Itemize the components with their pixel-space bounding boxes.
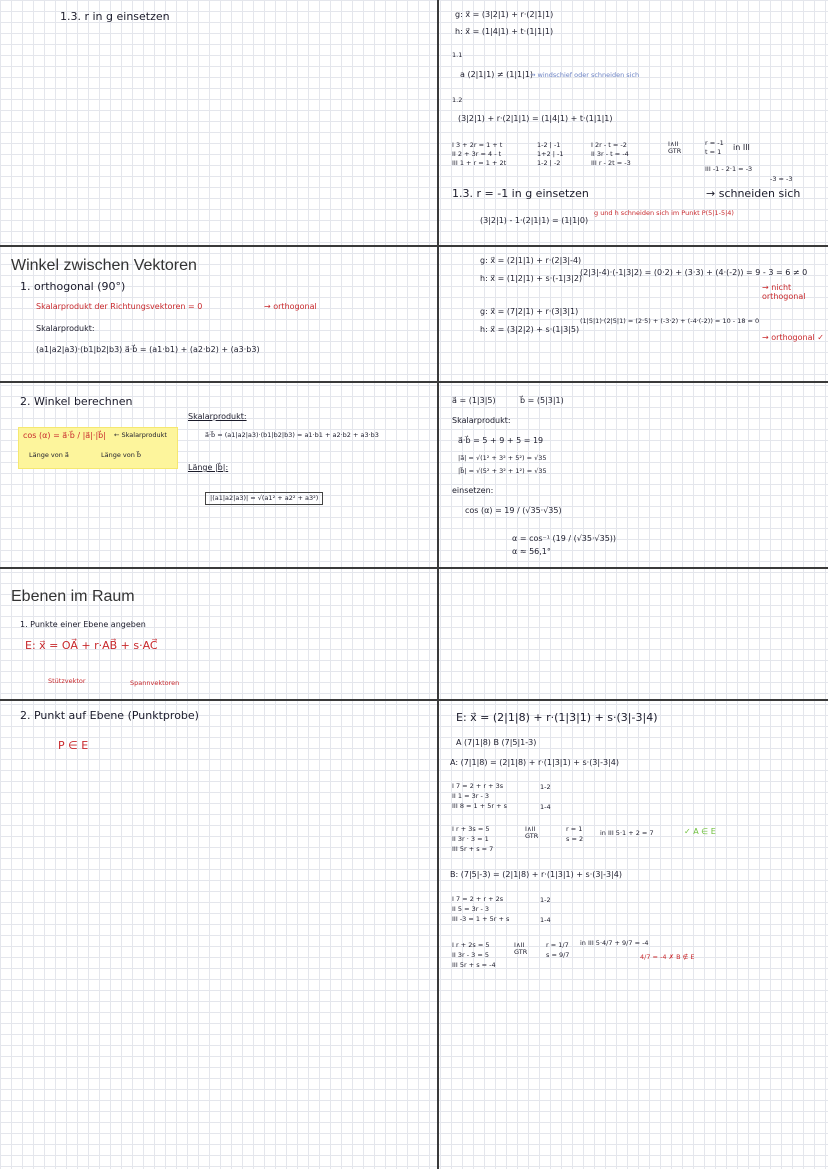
solution-r: r = -1: [705, 139, 724, 147]
sys-mid-1: 1-2 | -1: [537, 141, 561, 149]
a-gtr: I∧II GTR: [525, 825, 539, 841]
a-sys2-3: III 5r + s = 7: [452, 845, 494, 853]
len-title: Länge |b⃗|:: [188, 463, 229, 472]
result-intersect: → schneiden sich: [706, 187, 801, 200]
a-eq: A: (7|1|8) = (2|1|8) + r·(1|3|1) + s·(3|-3|4): [450, 758, 619, 767]
sys-mid-2: 1+2 | -1: [537, 150, 564, 158]
a-sys2-2: II 3r · 3 = 1: [452, 835, 489, 843]
sp-formula: a⃗·b⃗ = (a1|a2|a3)·(b1|b2|b3) = a1·b1 + a2·b2 + a3·b3: [205, 431, 379, 439]
top-left-label: 1.3. r in g einsetzen: [60, 10, 170, 23]
ebenen-item-1: 1. Punkte einer Ebene angeben: [20, 620, 146, 629]
step-1-3: 1.3. r = -1 in g einsetzen: [452, 187, 589, 200]
iii-check-1: III -1 - 2·1 = -3: [705, 165, 753, 173]
ebenen-title: Ebenen im Raum: [11, 588, 135, 605]
winkel-title: Winkel zwischen Vektoren: [11, 257, 197, 274]
b-sys-3: III -3 = 1 + 5r + s: [452, 915, 510, 923]
insert-calc: (3|2|1) - 1·(2|1|1) = (1|1|0): [480, 216, 589, 225]
iii-check-2: -3 = -3: [770, 175, 793, 183]
ex-g: g: x⃗ = (2|1|1) + r·(2|3|-4): [480, 256, 582, 265]
ex-a: a⃗ = (1|3|5): [452, 396, 496, 405]
a-sys2-1: I r + 3s = 5: [452, 825, 490, 833]
b-check: in III 5·4/7 + 9/7 = -4: [580, 939, 649, 947]
parallel-note: → windschief oder schneiden sich: [530, 71, 640, 79]
a-sys-mid-1: 1-2: [540, 783, 551, 791]
winkel-rule-a: Skalarprodukt der Richtungsvektoren = 0: [36, 302, 203, 311]
b-sys-mid-3: 1-4: [540, 916, 551, 924]
parallel-check: a (2|1|1) ≠ (1|1|1): [460, 70, 534, 79]
in-iii: in III: [733, 143, 750, 152]
divider-4: [0, 699, 828, 701]
sys-mid-3: 1-2 | -2: [537, 159, 561, 167]
equation: (3|2|1) + r·(2|1|1) = (1|4|1) + t·(1|1|1): [458, 114, 613, 123]
b-sys2-1: I r + 2s = 5: [452, 941, 490, 949]
ebenen-item-2: 2. Punkt auf Ebene (Punktprobe): [20, 709, 199, 722]
a-sys-2: II 1 = 3r - 3: [452, 792, 490, 800]
b-sys-mid-1: 1-2: [540, 896, 551, 904]
ex-len-a: |a⃗| = √(1² + 3² + 5²) = √35: [458, 454, 547, 462]
ex2-calc: (1|5|1)·(2|5|1) = (2·5) + (-3·2) + (-4·(-2)) = 10 - 18 = 0: [580, 317, 760, 325]
ex-h: h: x⃗ = (1|2|1) + s·(-1|3|2): [480, 274, 583, 283]
ebenen-formula: E: x⃗ = OA⃗ + r·AB⃗ + s·AC⃗: [25, 639, 158, 652]
b-sys-2: II 5 = 3r - 3: [452, 905, 490, 913]
ex-sp-title: Skalarprodukt:: [452, 416, 511, 425]
ex-cos: cos (α) = 19 / (√35·√35): [465, 506, 562, 515]
ex-alpha-result: α ≈ 56,1°: [512, 547, 551, 556]
cos-formula: cos (α) = a⃗·b⃗ / |a⃗|·|b⃗|: [23, 431, 106, 440]
cos-label-len-b: Länge von b⃗: [101, 451, 142, 459]
ex-insert: einsetzen:: [452, 486, 494, 495]
sys-left-3: III 1 + r = 1 + 2t: [452, 159, 507, 167]
sp-title: Skalarprodukt:: [188, 412, 247, 421]
plane-eq: E: x⃗ = (2|1|8) + r·(1|3|1) + s·(3|-3|4): [456, 711, 658, 724]
b-sys2-3: III 5r + s = -4: [452, 961, 496, 969]
h-line: h: x⃗ = (1|4|1) + t·(1|1|1): [455, 27, 554, 36]
divider-2: [0, 381, 828, 383]
a-sol-r: r = 1: [566, 825, 583, 833]
b-eq: B: (7|5|-3) = (2|1|8) + r·(1|3|1) + s·(3|-3|4): [450, 870, 623, 879]
divider-1: [0, 245, 828, 247]
b-sys-1: I 7 = 2 + r + 2s: [452, 895, 504, 903]
step-1-1: 1.1: [452, 51, 463, 59]
ex2-g: g: x⃗ = (7|2|1) + r·(3|3|1): [480, 307, 579, 316]
label-stuetz: Stützvektor: [48, 677, 86, 685]
b-sol-s: s = 9/7: [546, 951, 570, 959]
sys-right-2: II 3r - t = -4: [591, 150, 629, 158]
ex-result: → nicht orthogonal: [762, 283, 806, 302]
a-sol-s: s = 2: [566, 835, 584, 843]
p-e: P ∈ E: [58, 739, 89, 752]
ex-calc: (2|3|-4)·(-1|3|2) = (0·2) + (3·3) + (4·(-2)) = 9 - 3 = 6 ≠ 0: [580, 268, 808, 277]
sys-left-2: II 2 + 3r = 4 - t: [452, 150, 502, 158]
divider-3: [0, 567, 828, 569]
cos-label-sp: ← Skalarprodukt: [114, 431, 167, 439]
cos-formula-box: [18, 427, 178, 469]
step-1-2: 1.2: [452, 96, 463, 104]
ex-sp: a⃗·b⃗ = 5 + 9 + 5 = 19: [458, 436, 544, 445]
sys-right-3: III r - 2t = -3: [591, 159, 631, 167]
center-divider: [437, 0, 439, 1169]
len-formula: |(a1|a2|a3)| = √(a1² + a2² + a3²): [205, 492, 323, 505]
points: A (7|1|8) B (7|5|1-3): [456, 738, 537, 747]
b-check-2: 4/7 = -4 ✗ B ∉ E: [640, 953, 695, 961]
winkel-formula: (a1|a2|a3)·(b1|b2|b3) a⃗·b⃗ = (a1·b1) + (a2·b2) + (a3·b3): [36, 345, 260, 354]
sys-right-1: I 2r - t = -2: [591, 141, 627, 149]
a-check: in III 5·1 + 2 = 7: [600, 829, 654, 837]
a-check-mark: ✓ A ∈ E: [684, 827, 716, 836]
b-sol-r: r = 1/7: [546, 941, 569, 949]
a-sys-1: I 7 = 2 + r + 3s: [452, 782, 504, 790]
ex-b: b⃗ = (5|3|1): [520, 396, 564, 405]
ex-alpha: α = cos⁻¹ (19 / (√35·√35)): [512, 534, 617, 543]
a-sys-mid-3: 1-4: [540, 803, 551, 811]
winkel-sub: Skalarprodukt:: [36, 324, 95, 333]
winkel-item-1: 1. orthogonal (90°): [20, 280, 126, 293]
ex2-result: → orthogonal ✓: [762, 333, 824, 342]
sys-left-1: I 3 + 2r = 1 + t: [452, 141, 503, 149]
winkel-rule-b: → orthogonal: [264, 302, 317, 311]
b-gtr: I∧II GTR: [514, 941, 528, 957]
ex2-h: h: x⃗ = (3|2|2) + s·(1|3|5): [480, 325, 580, 334]
a-sys-3: III 8 = 1 + 5r + s: [452, 802, 508, 810]
label-spann: Spannvektoren: [130, 679, 180, 687]
winkel-item-2: 2. Winkel berechnen: [20, 395, 133, 408]
g-line: g: x⃗ = (3|2|1) + r·(2|1|1): [455, 10, 554, 19]
b-sys2-2: II 3r - 3 = 5: [452, 951, 490, 959]
intersect-note: g und h schneiden sich im Punkt P(5|1-5|4): [594, 209, 734, 217]
cos-label-len-a: Länge von a⃗: [29, 451, 69, 459]
solution-t: t = 1: [705, 148, 722, 156]
gtr-label: I∧II GTR: [668, 140, 682, 156]
ex-len-b: |b⃗| = √(5² + 3² + 1²) = √35: [458, 467, 547, 475]
